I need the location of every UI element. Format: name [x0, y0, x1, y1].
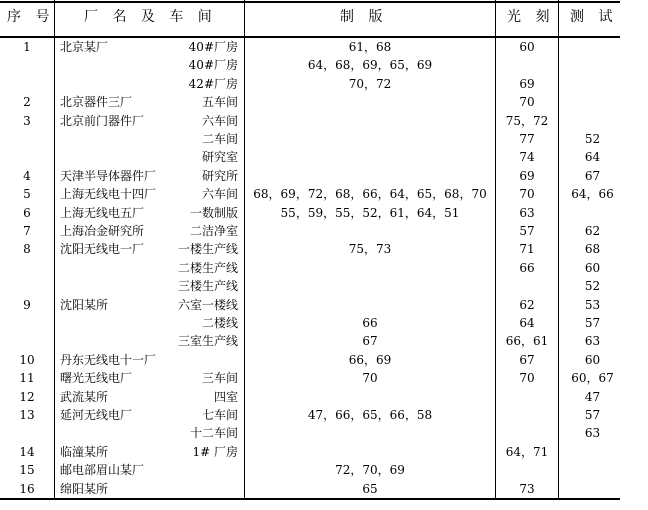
photolithography-values: 71 [519, 242, 535, 257]
factory-name: 天津半导体器件厂 [60, 168, 157, 183]
workshop: 三楼生产线 [177, 279, 238, 294]
table-row [0, 314, 620, 332]
workshop: 40#厂房 [188, 58, 238, 73]
factory-name: 丹东无线电十一厂 [60, 352, 157, 367]
photolithography-values: 69 [519, 76, 535, 91]
workshop: 40#厂房 [188, 40, 238, 54]
table-row [0, 461, 620, 479]
table-row [0, 75, 620, 93]
row-number: 16 [19, 481, 35, 496]
test-values: 62 [584, 224, 601, 238]
row-number: 1 [23, 40, 31, 54]
test-values: 68 [584, 242, 601, 257]
workshop: 四室 [213, 389, 238, 404]
table-row [0, 130, 620, 148]
test-values: 60 [584, 352, 601, 367]
factory-name: 邮电部眉山某厂 [60, 463, 145, 478]
factory-name: 沈阳无线电一厂 [60, 242, 145, 257]
photolithography-values: 62 [519, 297, 535, 312]
workshop: 七车间 [201, 408, 238, 422]
table-row [0, 185, 620, 203]
plate-making-values: 64，68，69，65，69 [307, 58, 433, 73]
table-row [0, 388, 620, 406]
test-values: 64 [584, 150, 601, 165]
test-values: 47 [584, 389, 601, 404]
plate-making-values: 70 [362, 371, 378, 386]
workshop: 六车间 [201, 113, 238, 128]
table-row [0, 406, 620, 424]
plate-making-values: 75，73 [348, 242, 392, 257]
table-row [0, 56, 620, 74]
table-row [0, 204, 620, 222]
photolithography-values: 69 [519, 168, 535, 183]
photolithography-values: 64，71 [505, 444, 549, 459]
factory-name: 绵阳某所 [60, 481, 109, 496]
factory-name: 北京器件三厂 [60, 95, 133, 110]
table-row [0, 424, 620, 442]
test-values: 60 [584, 260, 601, 275]
photolithography-values: 64 [519, 316, 535, 330]
photolithography-values: 60 [519, 40, 535, 54]
photolithography-values: 67 [519, 352, 535, 367]
workshop: 1# 厂房 [192, 444, 238, 459]
plate-making-values: 67 [362, 334, 378, 349]
factory-name: 沈阳某所 [60, 297, 109, 312]
factory-name: 上海冶金研究所 [60, 224, 145, 238]
header-test: 测 试 [570, 9, 618, 25]
row-number: 9 [23, 297, 31, 312]
plate-making-values: 70，72 [348, 76, 392, 91]
header-plate: 制 版 [340, 9, 388, 25]
test-values: 53 [584, 297, 601, 312]
test-values: 64，66 [571, 187, 614, 202]
photolithography-values: 73 [519, 481, 535, 496]
factory-name: 武流某所 [60, 389, 109, 404]
factory-name: 上海无线电五厂 [60, 205, 145, 220]
row-number: 11 [19, 371, 35, 386]
workshop: 三室生产线 [177, 334, 238, 349]
workshop: 一楼生产线 [177, 242, 238, 257]
workshop: 六室一楼线 [177, 297, 238, 312]
test-values: 57 [584, 316, 601, 330]
header-expose: 光 刻 [507, 9, 555, 25]
row-number: 3 [23, 113, 31, 128]
table-row [0, 112, 620, 130]
workshop: 五车间 [201, 95, 238, 110]
workshop: 42#厂房 [188, 76, 238, 91]
test-values: 67 [584, 168, 601, 183]
plate-making-values: 66 [362, 316, 378, 330]
row-number: 6 [23, 205, 31, 220]
factory-name: 临潼某所 [60, 444, 109, 459]
test-values: 63 [584, 334, 601, 349]
table-row [0, 167, 620, 185]
test-values: 52 [584, 132, 601, 146]
workshop: 二楼生产线 [177, 260, 238, 275]
photolithography-values: 63 [519, 205, 535, 220]
bottom-rule [0, 498, 620, 500]
table-row [0, 369, 620, 387]
plate-making-values: 72，70，69 [335, 463, 405, 478]
table-row [0, 38, 620, 56]
row-number: 2 [23, 95, 31, 110]
photolithography-values: 66 [519, 260, 535, 275]
plate-making-values: 61，68 [348, 40, 392, 54]
row-number: 5 [23, 187, 31, 202]
header-name: 厂 名 及 车 间 [84, 9, 217, 25]
test-values: 63 [584, 426, 601, 441]
row-number: 15 [19, 463, 35, 478]
workshop: 六车间 [201, 187, 238, 202]
factory-name: 上海无线电十四厂 [60, 187, 157, 202]
workshop: 一数制版 [189, 205, 238, 220]
table-row [0, 480, 620, 498]
test-values: 52 [584, 279, 601, 294]
header-no: 序 号 [7, 9, 55, 25]
photolithography-values: 77 [519, 132, 535, 146]
row-number: 7 [23, 224, 31, 238]
photolithography-values: 66，61 [505, 334, 549, 349]
photolithography-values: 57 [519, 224, 535, 238]
workshop: 十二车间 [189, 426, 238, 441]
plate-making-values: 55，59，55，52，61，64，51 [280, 205, 460, 220]
plate-making-values: 65 [362, 481, 378, 496]
photolithography-values: 74 [519, 150, 535, 165]
test-values: 60，67 [571, 371, 614, 386]
row-number: 10 [19, 352, 35, 367]
row-number: 14 [19, 444, 35, 459]
workshop: 研究室 [201, 150, 238, 165]
factory-name: 北京某厂 [60, 40, 109, 54]
workshop: 研究所 [201, 168, 238, 183]
table-row [0, 93, 620, 111]
table-row [0, 351, 620, 369]
test-values: 57 [584, 408, 601, 422]
row-number: 8 [23, 242, 31, 257]
table-row [0, 240, 620, 258]
workshop: 三车间 [201, 371, 238, 386]
factory-name: 曙光无线电厂 [60, 371, 133, 386]
workshop: 二洁净室 [189, 224, 238, 238]
table-row [0, 332, 620, 350]
photolithography-values: 70 [519, 371, 535, 386]
plate-making-values: 66，69 [348, 352, 392, 367]
factory-name: 北京前门器件厂 [60, 113, 145, 128]
top-rule [0, 1, 620, 3]
table-row [0, 148, 620, 166]
photolithography-values: 70 [519, 187, 535, 202]
table-row [0, 277, 620, 295]
table-row [0, 222, 620, 240]
row-number: 12 [19, 389, 35, 404]
table-row [0, 259, 620, 277]
table-row [0, 296, 620, 314]
workshop: 二楼线 [201, 316, 238, 330]
row-number: 4 [23, 168, 31, 183]
plate-making-values: 68，69，72，68，66，64，65，68，70 [253, 187, 487, 202]
table-row [0, 443, 620, 461]
factory-name: 延河无线电厂 [60, 408, 133, 422]
workshop: 二车间 [201, 132, 238, 146]
photolithography-values: 75，72 [505, 113, 549, 128]
photolithography-values: 70 [519, 95, 535, 110]
plate-making-values: 47，66，65，66，58 [307, 408, 433, 422]
row-number: 13 [19, 408, 35, 422]
